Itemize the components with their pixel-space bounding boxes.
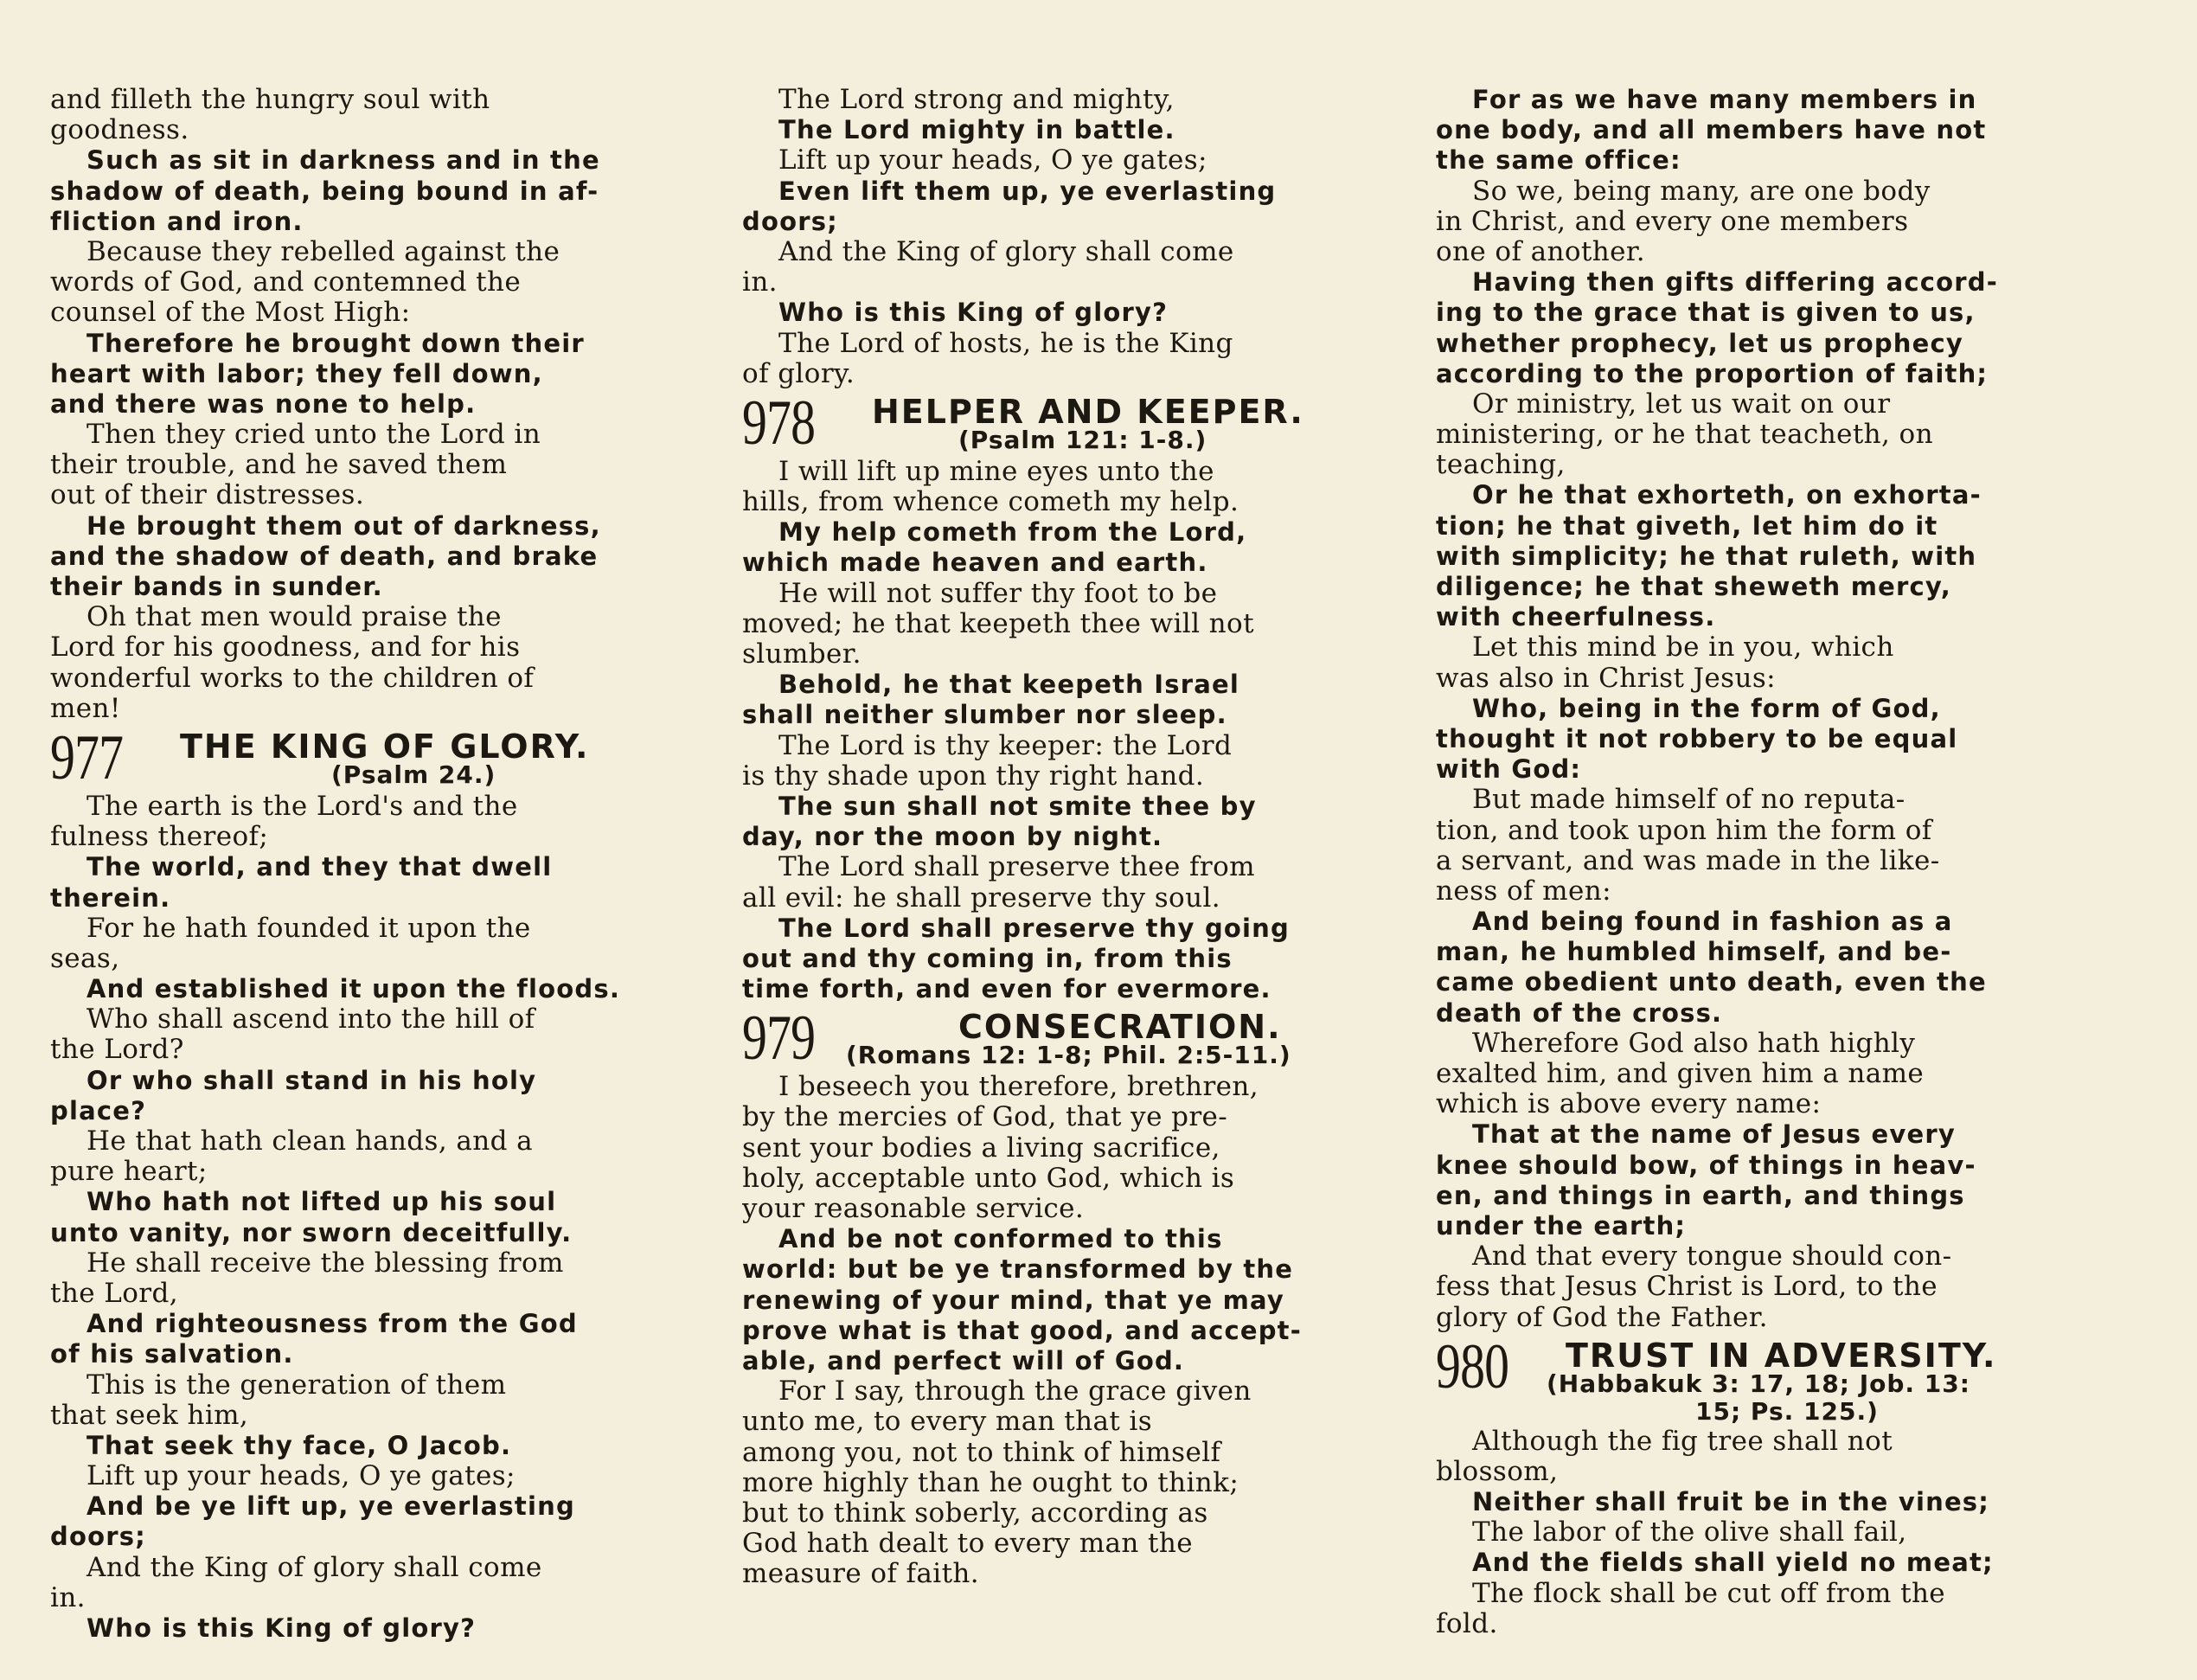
- text-line: teaching,: [1436, 450, 1566, 481]
- text-line: with cheerfulness.: [1436, 602, 1716, 632]
- response: [50, 145, 712, 237]
- text-line: Let this mind be in you, which: [1472, 632, 1894, 664]
- response: [50, 1309, 712, 1369]
- response: [50, 511, 712, 603]
- text-line: and the shadow of death, and brake: [50, 541, 599, 571]
- verse: [1436, 1029, 2095, 1120]
- text-line: That seek thy face, O Jacob.: [86, 1430, 512, 1460]
- text-line: which made heaven and earth.: [742, 548, 1208, 578]
- reading-title: THE KING OF GLORY.: [180, 727, 590, 766]
- verse: [742, 579, 1401, 670]
- verse: [50, 1461, 712, 1491]
- text-line: Lift up your heads, O ye gates;: [86, 1461, 516, 1492]
- text-line: all evil: he shall preserve thy soul.: [742, 882, 1221, 914]
- response: [742, 914, 1401, 1005]
- text-line: I beseech you therefore, brethren,: [778, 1072, 1259, 1103]
- response: [1436, 1487, 2095, 1517]
- text-line: The Lord is thy keeper: the Lord: [778, 730, 1233, 761]
- text-line: one body, and all members have not: [1436, 115, 1987, 145]
- text-line: their trouble, and he saved them: [50, 450, 508, 481]
- verse: [742, 85, 1401, 115]
- response: [742, 670, 1401, 730]
- text-line: shall neither slumber nor sleep.: [742, 700, 1227, 730]
- text-line: And the King of glory shall come: [778, 236, 1234, 267]
- text-line: tion; he that giveth, let him do it: [1436, 510, 1938, 541]
- text-line: pure heart;: [50, 1157, 208, 1188]
- text-line: Or ministry, let us wait on our: [1472, 388, 1891, 420]
- response: [742, 517, 1401, 578]
- text-line: fess that Jesus Christ is Lord, to the: [1436, 1272, 1938, 1303]
- text-line: So we, being many, are one body: [1472, 176, 1931, 207]
- verse: [1436, 389, 2095, 481]
- text-line: counsel of the Most High:: [50, 298, 411, 329]
- text-line: world: but be ye transformed by the: [742, 1254, 1294, 1285]
- text-line: And be ye lift up, ye everlasting: [86, 1491, 575, 1522]
- verse: [1436, 1241, 2095, 1333]
- scripture-reference: (Psalm 121: 1-8.): [958, 425, 1207, 454]
- text-line: the same office:: [1436, 145, 1681, 176]
- text-line: Having then gifts differing accord-: [1472, 267, 1998, 298]
- response: [50, 852, 712, 913]
- verse: [1436, 176, 2095, 268]
- scripture-reference: (Romans 12: 1-8; Phil. 2:5-11.): [846, 1041, 1291, 1070]
- text-line: by the mercies of God, that ye pre-: [742, 1102, 1228, 1133]
- column-right: [1436, 85, 2095, 1639]
- text-line: Who, being in the form of God,: [1472, 693, 1941, 723]
- verse: [50, 1126, 712, 1187]
- text-line: the Lord?: [50, 1035, 184, 1066]
- verse: [50, 1553, 712, 1613]
- reading-number: 979: [742, 1003, 816, 1074]
- text-line: knee should bow, of things in heav-: [1436, 1150, 1976, 1180]
- column-middle: [742, 85, 1401, 1589]
- text-line: the Lord,: [50, 1278, 178, 1309]
- text-line: renewing of your mind, that ye may: [742, 1285, 1285, 1315]
- response: [1436, 694, 2095, 785]
- response: [50, 1491, 712, 1552]
- text-line: whether prophecy, let us prophecy: [1436, 328, 1964, 358]
- verse: [50, 237, 712, 329]
- text-line: day, nor the moon by night.: [742, 822, 1163, 852]
- text-line: out of their distresses.: [50, 480, 365, 511]
- text-line: in.: [742, 267, 778, 298]
- text-line: among you, not to think of himself: [742, 1437, 1221, 1468]
- text-line: tion, and took upon him the form of: [1436, 815, 1932, 846]
- reading-number: 978: [742, 387, 816, 458]
- text-line: in.: [50, 1582, 86, 1613]
- text-line: Or who shall stand in his holy: [86, 1065, 537, 1095]
- reading-title: HELPER AND KEEPER.: [872, 392, 1304, 431]
- text-line: time forth, and even for evermore.: [742, 974, 1271, 1004]
- text-line: a servant, and was made in the like-: [1436, 845, 1940, 876]
- verse: [1436, 1579, 2095, 1639]
- text-line: The world, and they that dwell: [86, 852, 553, 882]
- text-line: death of the cross.: [1436, 997, 1723, 1028]
- text-line: one of another.: [1436, 236, 1645, 267]
- text-line: fulness thereof;: [50, 822, 269, 853]
- verse: [742, 457, 1401, 517]
- text-line: The Lord mighty in battle.: [778, 115, 1175, 145]
- text-line: The Lord strong and mighty,: [778, 85, 1175, 115]
- text-line: Behold, he that keepeth Israel: [778, 670, 1240, 700]
- text-line: seas,: [50, 943, 120, 974]
- text-line: man, he humbled himself, and be-: [1436, 937, 1952, 967]
- text-line: This is the generation of them: [86, 1369, 507, 1401]
- reading-header-977: [50, 721, 712, 793]
- text-line: Although the fig tree shall not: [1472, 1426, 1893, 1457]
- text-line: ing to the grace that is given to us,: [1436, 298, 1976, 328]
- text-line: And righteousness from the God: [86, 1309, 578, 1339]
- scripture-reference: (Psalm 24.): [331, 760, 496, 789]
- text-line: was also in Christ Jesus:: [1436, 663, 1776, 694]
- text-line: For he hath founded it upon the: [86, 913, 531, 944]
- text-line: came obedient unto death, even the: [1436, 967, 1987, 997]
- verse: [1436, 785, 2095, 907]
- verse: [742, 237, 1401, 298]
- response: [742, 176, 1401, 237]
- text-line: wonderful works to the children of: [50, 663, 535, 694]
- text-line: The sun shall not smite thee by: [778, 791, 1257, 821]
- text-line: but to think soberly, according as: [742, 1497, 1208, 1529]
- text-line: That at the name of Jesus every: [1472, 1119, 1956, 1150]
- text-line: and there was none to help.: [50, 388, 477, 419]
- scripture-reference-continued: 15; Ps. 125.): [1695, 1396, 1879, 1426]
- text-line: of his salvation.: [50, 1339, 294, 1369]
- text-line: exalted him, and given him a name: [1436, 1059, 1925, 1089]
- text-line: And be not conformed to this: [778, 1224, 1223, 1254]
- text-line: Lift up your heads, O ye gates;: [778, 145, 1207, 176]
- text-line: For I say, through the grace given: [778, 1376, 1252, 1407]
- text-line: in Christ, and every one members: [1436, 206, 1909, 237]
- text-line: God hath dealt to every man the: [742, 1529, 1193, 1560]
- text-line: Who is this King of glory?: [778, 298, 1169, 328]
- verse: [50, 1004, 712, 1065]
- text-line: For as we have many members in: [1472, 85, 1977, 114]
- text-line: The flock shall be cut off from the: [1472, 1578, 1946, 1609]
- response: [742, 1224, 1401, 1376]
- text-line: slumber.: [742, 639, 862, 670]
- reading-title: TRUST IN ADVERSITY.: [1566, 1336, 1997, 1375]
- text-line: unto me, to every man that is: [742, 1407, 1153, 1438]
- text-line: fliction and iron.: [50, 206, 304, 236]
- text-line: And established it upon the floods.: [86, 974, 621, 1004]
- text-line: My help cometh from the Lord,: [778, 517, 1247, 548]
- text-line: ness of men:: [1436, 875, 1611, 907]
- text-line: Lord for his goodness, and for his: [50, 632, 521, 664]
- reading-header-978: [742, 387, 1401, 458]
- verse: [50, 85, 712, 145]
- text-line: Who is this King of glory?: [86, 1613, 477, 1643]
- text-line: He brought them out of darkness,: [86, 510, 601, 541]
- verse: [742, 852, 1401, 913]
- text-line: The Lord shall preserve thy going: [778, 913, 1290, 943]
- response: [742, 298, 1401, 328]
- text-line: The labor of the olive shall fail,: [1472, 1517, 1907, 1549]
- text-line: Neither shall fruit be in the vines;: [1472, 1487, 1990, 1517]
- text-line: that seek him,: [50, 1400, 249, 1431]
- text-line: therein.: [50, 882, 171, 913]
- text-line: Who hath not lifted up his soul: [86, 1187, 557, 1217]
- text-line: Or he that exhorteth, on exhorta-: [1472, 480, 1982, 510]
- text-line: Oh that men would praise the: [86, 602, 502, 633]
- text-line: out and thy coming in, from this: [742, 943, 1233, 973]
- text-line: moved; he that keepeth thee will not: [742, 608, 1254, 639]
- response: [50, 1066, 712, 1126]
- text-line: is thy shade upon thy right hand.: [742, 760, 1205, 792]
- text-line: diligence; he that sheweth mercy,: [1436, 572, 1951, 601]
- text-line: with God:: [1436, 754, 1582, 785]
- response: [1436, 1119, 2095, 1241]
- response: [1436, 1548, 2095, 1578]
- text-line: according to the proportion of faith;: [1436, 358, 1989, 388]
- response: [50, 1431, 712, 1461]
- text-line: and filleth the hungry soul with: [50, 85, 490, 115]
- text-line: But made himself of no reputa-: [1472, 785, 1906, 816]
- text-line: The earth is the Lord's and the: [86, 791, 518, 822]
- response: [1436, 480, 2095, 632]
- text-line: Who shall ascend into the hill of: [86, 1004, 535, 1036]
- verse: [50, 1248, 712, 1309]
- verse: [50, 914, 712, 974]
- text-line: place?: [50, 1095, 147, 1125]
- text-line: which is above every name:: [1436, 1089, 1822, 1120]
- response: [1436, 267, 2095, 389]
- text-line: The Lord shall preserve thee from: [778, 852, 1255, 883]
- text-line: sent your bodies a living sacrifice,: [742, 1132, 1220, 1164]
- text-line: And the King of glory shall come: [86, 1552, 542, 1583]
- text-line: of glory.: [742, 358, 855, 389]
- text-line: under the earth;: [1436, 1210, 1687, 1241]
- text-line: holy, acceptable unto God, which is: [742, 1163, 1235, 1194]
- text-line: prove what is that good, and accept-: [742, 1315, 1302, 1345]
- text-line: men!: [50, 693, 121, 724]
- verse: [50, 1370, 712, 1431]
- text-line: doors;: [742, 206, 838, 236]
- text-line: more highly than he ought to think;: [742, 1467, 1239, 1498]
- response: [50, 1613, 712, 1644]
- text-line: their bands in sunder.: [50, 572, 383, 601]
- verse: [1436, 1427, 2095, 1487]
- text-line: And the fields shall yield no meat;: [1472, 1548, 1994, 1578]
- response: [50, 1187, 712, 1247]
- text-line: with simplicity; he that ruleth, with: [1436, 541, 1977, 571]
- text-line: Even lift them up, ye everlasting: [778, 176, 1277, 206]
- column-left: [50, 85, 712, 1644]
- text-line: Wherefore God also hath highly: [1472, 1028, 1916, 1059]
- verse: [1436, 85, 2095, 176]
- verse: [50, 420, 712, 511]
- text-line: goodness.: [50, 115, 189, 146]
- text-line: thought it not robbery to be equal: [1436, 723, 1958, 753]
- verse: [50, 602, 712, 724]
- text-line: doors;: [50, 1522, 146, 1552]
- text-line: And that every tongue should con-: [1472, 1241, 1952, 1273]
- text-line: unto vanity, nor sworn deceitfully.: [50, 1217, 573, 1247]
- text-line: Then they cried unto the Lord in: [86, 420, 541, 451]
- verse: [1436, 632, 2095, 693]
- response: [50, 329, 712, 420]
- text-line: hills, from whence cometh my help.: [742, 487, 1239, 518]
- verse: [742, 145, 1401, 176]
- text-line: shadow of death, being bound in af-: [50, 176, 599, 206]
- text-line: fold.: [1436, 1608, 1498, 1639]
- response: [742, 792, 1401, 852]
- verse: [742, 329, 1401, 389]
- verse: [50, 792, 712, 852]
- verse: [1436, 1517, 2095, 1548]
- text-line: your reasonable service.: [742, 1194, 1085, 1224]
- text-line: I will lift up mine eyes unto the: [778, 456, 1214, 487]
- text-line: The Lord of hosts, he is the King: [778, 328, 1233, 359]
- text-line: able, and perfect will of God.: [742, 1345, 1185, 1375]
- text-line: Therefore he brought down their: [86, 328, 585, 358]
- verse: [742, 731, 1401, 792]
- text-line: He will not suffer thy foot to be: [778, 578, 1218, 609]
- scripture-reference: (Habbakuk 3: 17, 18; Job. 13:: [1547, 1369, 1970, 1398]
- text-line: heart with labor; they fell down,: [50, 358, 543, 388]
- text-line: He shall receive the blessing from: [86, 1247, 564, 1279]
- reading-number: 980: [1436, 1331, 1509, 1402]
- reading-header-979: [742, 1003, 1401, 1074]
- text-line: blossom,: [1436, 1456, 1559, 1487]
- text-line: en, and things in earth, and things: [1436, 1180, 1965, 1210]
- text-line: words of God, and contemned the: [50, 267, 522, 298]
- response: [742, 115, 1401, 145]
- response: [50, 974, 712, 1004]
- reading-title: CONSECRATION.: [958, 1008, 1282, 1047]
- text-line: He that hath clean hands, and a: [86, 1126, 533, 1157]
- response: [1436, 907, 2095, 1029]
- text-line: Such as sit in darkness and in the: [86, 145, 600, 176]
- reading-header-980: [1436, 1331, 2095, 1426]
- reading-number: 977: [50, 721, 124, 793]
- text-line: measure of faith.: [742, 1559, 980, 1590]
- text-line: glory of God the Father.: [1436, 1302, 1768, 1333]
- text-line: And being found in fashion as a: [1472, 907, 1953, 937]
- text-line: ministering, or he that teacheth, on: [1436, 420, 1933, 451]
- verse: [742, 1376, 1401, 1589]
- text-line: Because they rebelled against the: [86, 236, 560, 267]
- verse: [742, 1072, 1401, 1224]
